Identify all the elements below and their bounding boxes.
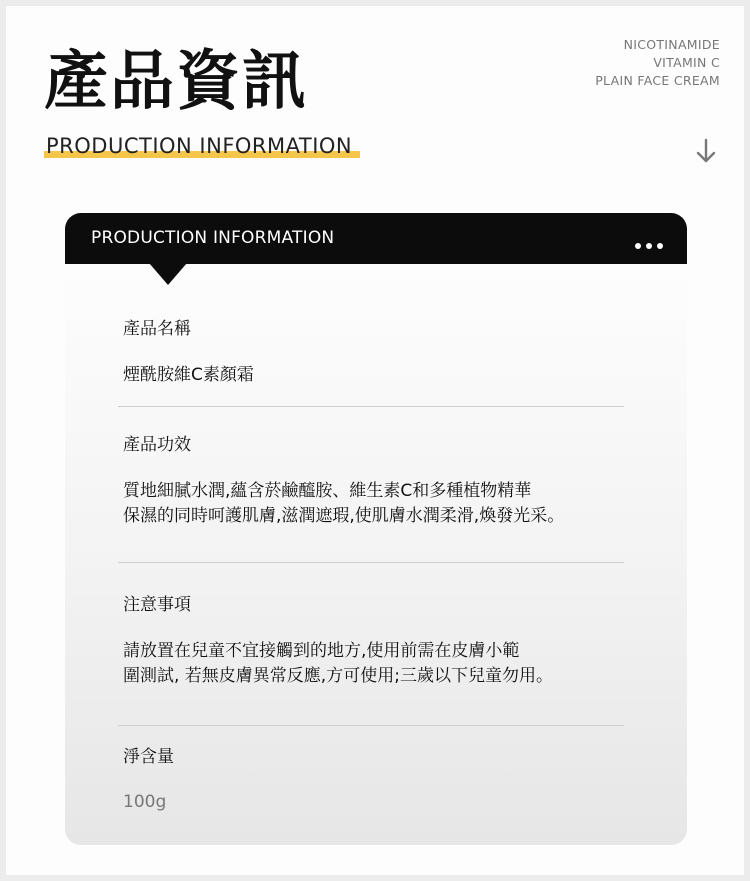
section-value-line: 質地細膩水潤,蘊含菸鹼醯胺、維生素C和多種植物精華 xyxy=(123,481,532,501)
card-header xyxy=(65,213,687,264)
section-value: 100g xyxy=(123,792,167,812)
section-value-line: 請放置在兒童不宜接觸到的地方,使用前需在皮膚小範 xyxy=(123,641,520,661)
section-net-content xyxy=(123,745,633,815)
divider xyxy=(118,562,624,563)
header-pointer xyxy=(149,263,187,285)
info-card xyxy=(65,213,687,845)
page xyxy=(6,6,744,875)
card-header-title: PRODUCTION INFORMATION xyxy=(91,228,335,248)
section-label: 產品名稱 xyxy=(123,319,191,339)
section-product-effect xyxy=(123,433,633,529)
product-tags xyxy=(595,36,720,90)
section-value-line: 保濕的同時呵護肌膚,滋潤遮瑕,使肌膚水潤柔滑,煥發光采。 xyxy=(123,506,565,526)
page-subtitle-text: PRODUCTION INFORMATION xyxy=(46,134,353,158)
section-product-name xyxy=(123,317,633,388)
section-value: 煙酰胺維C素顏霜 xyxy=(123,365,254,385)
divider xyxy=(118,406,624,407)
tag-line-vitamin-c: VITAMIN C xyxy=(653,55,720,70)
page-subtitle xyxy=(44,132,356,160)
more-dots-icon xyxy=(635,243,663,249)
section-precautions xyxy=(123,593,633,689)
divider xyxy=(118,725,624,726)
tag-line-nicotinamide: NICOTINAMIDE xyxy=(623,37,720,52)
arrow-down-icon xyxy=(692,136,720,166)
page-title: 產品資訊 xyxy=(44,45,308,119)
section-label: 注意事項 xyxy=(123,595,191,615)
section-label: 產品功效 xyxy=(123,435,191,455)
tag-line-plain-face-cream: PLAIN FACE CREAM xyxy=(595,73,720,88)
subtitle-wrap xyxy=(44,132,356,160)
section-label: 淨含量 xyxy=(123,747,174,767)
section-value-line: 圍測試, 若無皮膚異常反應,方可使用;三歲以下兒童勿用。 xyxy=(123,666,553,686)
